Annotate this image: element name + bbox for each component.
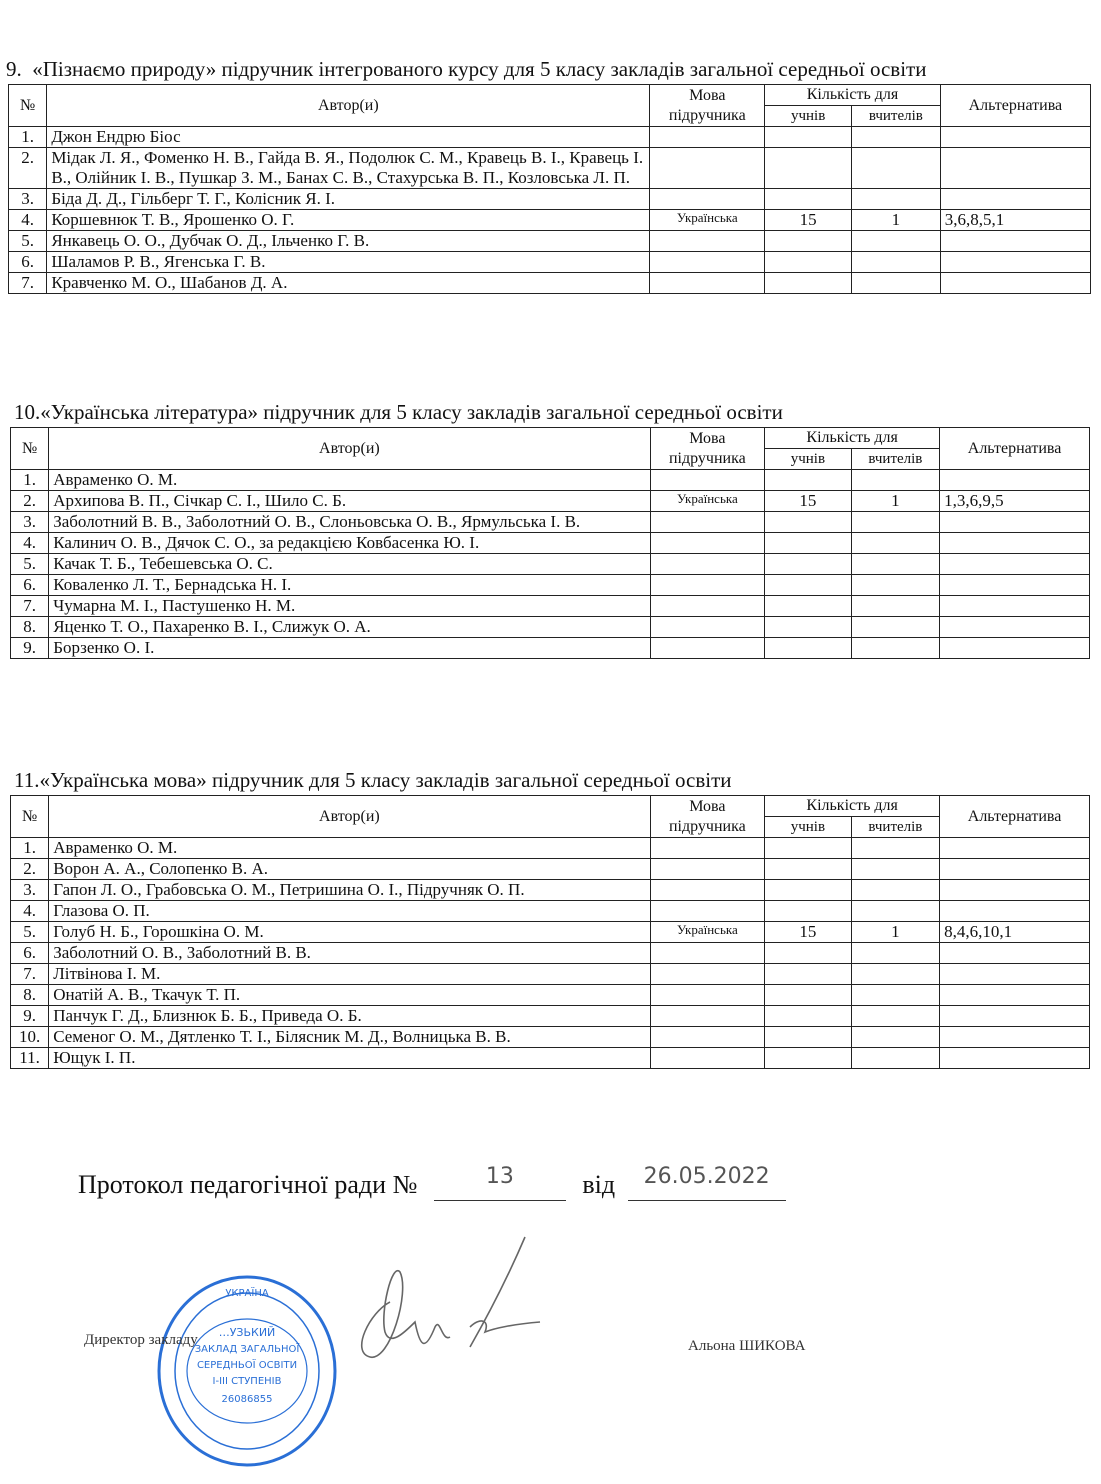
table-row [9, 231, 1091, 252]
row-number: 1. [11, 470, 49, 491]
row-author: Борзенко О. І. [49, 638, 650, 659]
row-students [765, 596, 851, 617]
row-alternative: 8,4,6,10,1 [940, 922, 1090, 943]
protocol-number: 13 [485, 1164, 514, 1189]
header-language-line1: Мова [689, 429, 726, 447]
row-author: Кравченко М. О., Шабанов Д. А. [47, 273, 650, 294]
header-teachers: вчителів [852, 106, 941, 127]
row-language [650, 1027, 765, 1048]
table-row [9, 273, 1091, 294]
row-students [765, 554, 851, 575]
row-students [765, 127, 852, 148]
section-number: 11. [14, 768, 40, 792]
header-language [650, 85, 765, 127]
protocol-date: 26.05.2022 [643, 1164, 770, 1189]
stamp-line-4: І-ІІІ СТУПЕНІВ [212, 1376, 282, 1387]
table-row [11, 838, 1090, 859]
table-row [9, 252, 1091, 273]
table-row [9, 189, 1091, 210]
row-alternative [940, 617, 1090, 638]
row-alternative [940, 575, 1090, 596]
section-9-title [6, 57, 926, 82]
row-language [650, 470, 765, 491]
header-language-line1: Мова [689, 797, 726, 815]
row-author: Янкавець О. О., Дубчак О. Д., Ільченко Г. В. [47, 231, 650, 252]
table-row [11, 1048, 1090, 1069]
header-number: № [9, 85, 47, 127]
row-teachers [852, 252, 941, 273]
table-row [11, 617, 1090, 638]
table-row [11, 985, 1090, 1006]
row-teachers [851, 575, 939, 596]
row-teachers [851, 943, 939, 964]
stamp-line-1: …УЗЬКИЙ [218, 1326, 276, 1339]
row-teachers [851, 554, 939, 575]
row-students [765, 1027, 851, 1048]
header-quantity: Кількість для [765, 796, 940, 817]
director-position: Директор закладу [84, 1332, 198, 1348]
header-language-line2: підручника [668, 817, 746, 835]
table-row [11, 1006, 1090, 1027]
header-alternative: Альтернатива [940, 796, 1090, 838]
row-students [765, 838, 851, 859]
row-number: 10. [11, 1027, 49, 1048]
row-alternative [940, 1006, 1090, 1027]
row-alternative [940, 533, 1090, 554]
table-row [11, 943, 1090, 964]
header-students: учнів [765, 449, 851, 470]
header-quantity: Кількість для [765, 85, 940, 106]
table-row [11, 901, 1090, 922]
row-alternative [940, 231, 1090, 252]
table-header-row [9, 85, 1091, 106]
row-language [650, 554, 765, 575]
row-number: 1. [9, 127, 47, 148]
row-number: 2. [9, 148, 47, 189]
row-author: Чумарна М. І., Пастушенко Н. М. [49, 596, 650, 617]
row-number: 1. [11, 838, 49, 859]
row-alternative [940, 189, 1090, 210]
row-students [765, 189, 852, 210]
row-alternative [940, 252, 1090, 273]
table-row [11, 859, 1090, 880]
header-alternative: Альтернатива [940, 428, 1090, 470]
protocol-label: Протокол педагогічної ради № [78, 1170, 418, 1199]
row-students [765, 1048, 851, 1069]
row-author: Заболотний В. В., Заболотний О. В., Слоньовська О. В., Ярмульська І. В. [49, 512, 650, 533]
row-number: 8. [11, 985, 49, 1006]
row-alternative [940, 638, 1090, 659]
row-teachers [852, 189, 941, 210]
table-row [11, 512, 1090, 533]
section-title-text: «Українська література» підручник для 5 класу закладів загальної середньої освіти [40, 400, 783, 424]
header-language-line2: підручника [668, 106, 746, 124]
row-language [650, 638, 765, 659]
row-teachers [851, 838, 939, 859]
row-alternative [940, 985, 1090, 1006]
row-teachers [851, 617, 939, 638]
row-language [650, 1006, 765, 1027]
section-title-text: «Пізнаємо природу» підручник інтегрованого курсу для 5 класу закладів загальної середньої освіти [32, 57, 927, 81]
row-students [765, 512, 851, 533]
row-alternative [940, 596, 1090, 617]
table-row [11, 880, 1090, 901]
row-teachers [851, 1048, 939, 1069]
row-alternative [940, 859, 1090, 880]
stamp-line-5: 26086855 [221, 1394, 273, 1405]
row-teachers: 1 [851, 922, 939, 943]
row-teachers [852, 231, 941, 252]
row-students [765, 533, 851, 554]
row-students [765, 148, 852, 189]
row-alternative [940, 1027, 1090, 1048]
row-alternative [940, 127, 1090, 148]
header-teachers: вчителів [851, 449, 939, 470]
table-header-row [11, 428, 1090, 449]
table-row [9, 210, 1091, 231]
row-author: Коршевнюк Т. В., Ярошенко О. Г. [47, 210, 650, 231]
header-language [650, 796, 765, 838]
row-number: 3. [11, 880, 49, 901]
protocol-number-field [434, 1164, 566, 1201]
row-language [650, 838, 765, 859]
school-stamp [155, 1274, 340, 1469]
table-header-row [11, 796, 1090, 817]
row-alternative [940, 943, 1090, 964]
row-number: 2. [11, 859, 49, 880]
row-alternative [940, 880, 1090, 901]
header-language-line1: Мова [689, 86, 726, 104]
header-quantity: Кількість для [765, 428, 940, 449]
row-alternative [940, 148, 1090, 189]
table-row [11, 1027, 1090, 1048]
row-students [765, 985, 851, 1006]
row-teachers [851, 859, 939, 880]
header-author: Автор(и) [47, 85, 650, 127]
protocol-line [78, 1164, 786, 1201]
table-row [11, 922, 1090, 943]
header-language [650, 428, 765, 470]
row-author: Гапон Л. О., Грабовська О. М., Петришина О. І., Підручняк О. П. [49, 880, 650, 901]
row-language [650, 127, 765, 148]
row-students [765, 964, 851, 985]
row-language [650, 901, 765, 922]
section-11-title [14, 768, 732, 793]
table-row [11, 638, 1090, 659]
row-author: Качак Т. Б., Тебешевська О. С. [49, 554, 650, 575]
row-number: 11. [11, 1048, 49, 1069]
row-language [650, 231, 765, 252]
row-language: Українська [650, 491, 765, 512]
row-teachers [851, 901, 939, 922]
stamp-line-3: СЕРЕДНЬОЇ ОСВІТИ [196, 1360, 298, 1371]
table-row [11, 554, 1090, 575]
row-teachers [851, 512, 939, 533]
table-row [11, 470, 1090, 491]
row-number: 8. [11, 617, 49, 638]
table-row [11, 491, 1090, 512]
row-number: 5. [9, 231, 47, 252]
table-row [11, 964, 1090, 985]
row-number: 7. [11, 596, 49, 617]
row-author: Яценко Т. О., Пахаренко В. І., Слижук О. А. [49, 617, 650, 638]
row-teachers [851, 1027, 939, 1048]
row-number: 4. [9, 210, 47, 231]
row-number: 6. [11, 575, 49, 596]
row-number: 7. [9, 273, 47, 294]
row-language [650, 252, 765, 273]
table-row [11, 533, 1090, 554]
row-author: Заболотний О. В., Заболотний В. В. [49, 943, 650, 964]
row-alternative [940, 470, 1090, 491]
row-author: Онатій А. В., Ткачук Т. П. [49, 985, 650, 1006]
protocol-date-field [628, 1164, 786, 1201]
row-teachers [851, 1006, 939, 1027]
row-teachers [851, 985, 939, 1006]
row-alternative: 1,3,6,9,5 [940, 491, 1090, 512]
row-author: Калинич О. В., Дячок С. О., за редакцією Ковбасенка Ю. І. [49, 533, 650, 554]
row-teachers: 1 [852, 210, 941, 231]
row-author: Авраменко О. М. [49, 838, 650, 859]
stamp-line-2: ЗАКЛАД ЗАГАЛЬНОЇ [194, 1344, 300, 1355]
row-author: Джон Ендрю Біос [47, 127, 650, 148]
row-number: 7. [11, 964, 49, 985]
table-row [9, 148, 1091, 189]
row-alternative [940, 273, 1090, 294]
row-teachers: 1 [851, 491, 939, 512]
row-number: 5. [11, 922, 49, 943]
row-author: Голуб Н. Б., Горошкіна О. М. [49, 922, 650, 943]
header-author: Автор(и) [49, 796, 650, 838]
row-alternative [940, 838, 1090, 859]
table-row [9, 127, 1091, 148]
row-alternative [940, 901, 1090, 922]
row-number: 4. [11, 901, 49, 922]
row-alternative [940, 1048, 1090, 1069]
row-teachers [852, 273, 941, 294]
protocol-from-label: від [582, 1170, 616, 1199]
row-language [650, 575, 765, 596]
section-10-title [14, 400, 783, 425]
row-author: Глазова О. П. [49, 901, 650, 922]
row-teachers [852, 148, 941, 189]
row-language [650, 880, 765, 901]
row-students [765, 1006, 851, 1027]
row-teachers [851, 596, 939, 617]
row-teachers [851, 880, 939, 901]
row-language [650, 273, 765, 294]
row-students: 15 [765, 491, 851, 512]
section-10-table [10, 427, 1090, 659]
row-students: 15 [765, 922, 851, 943]
row-language [650, 985, 765, 1006]
header-alternative: Альтернатива [940, 85, 1090, 127]
row-author: Семеног О. М., Дятленко Т. І., Білясник М. Д., Волницька В. В. [49, 1027, 650, 1048]
row-author: Архипова В. П., Січкар С. І., Шило С. Б. [49, 491, 650, 512]
section-9-table [8, 84, 1091, 294]
row-language [650, 859, 765, 880]
row-teachers [851, 638, 939, 659]
row-students [765, 470, 851, 491]
row-students [765, 231, 852, 252]
row-students [765, 575, 851, 596]
row-students [765, 943, 851, 964]
section-number: 10. [14, 400, 41, 424]
row-students [765, 880, 851, 901]
row-teachers [851, 533, 939, 554]
row-language [650, 533, 765, 554]
row-language: Українська [650, 922, 765, 943]
row-number: 6. [11, 943, 49, 964]
table-row [11, 596, 1090, 617]
stamp-ring-text: УКРАЇНА [225, 1288, 269, 1299]
row-author: Літвінова І. М. [49, 964, 650, 985]
row-number: 2. [11, 491, 49, 512]
header-number: № [11, 428, 49, 470]
row-author: Панчук Г. Д., Близнюк Б. Б., Приведа О. Б. [49, 1006, 650, 1027]
row-author: Авраменко О. М. [49, 470, 650, 491]
header-language-line2: підручника [668, 449, 746, 467]
row-number: 9. [11, 638, 49, 659]
row-language [650, 189, 765, 210]
row-language [650, 943, 765, 964]
row-teachers [851, 470, 939, 491]
director-name: Альона ШИКОВА [688, 1338, 806, 1354]
row-alternative [940, 554, 1090, 575]
row-students [765, 901, 851, 922]
row-number: 5. [11, 554, 49, 575]
header-author: Автор(и) [49, 428, 650, 470]
row-author: Ющук І. П. [49, 1048, 650, 1069]
director-signature [330, 1232, 550, 1372]
row-students [765, 859, 851, 880]
row-author: Мідак Л. Я., Фоменко Н. В., Гайда В. Я., Подолюк С. М., Кравець В. І., Кравець І. В., Олійник І. В., Пушкар З. М., Банах С. В., Стахурська В. П., Козловська Л. П. [47, 148, 650, 189]
row-author: Біда Д. Д., Гільберг Т. Г., Колісник Я. І. [47, 189, 650, 210]
row-language [650, 596, 765, 617]
row-author: Ворон А. А., Солопенко В. А. [49, 859, 650, 880]
row-teachers [852, 127, 941, 148]
section-title-text: «Українська мова» підручник для 5 класу закладів загальної середньої освіти [39, 768, 732, 792]
row-language [650, 617, 765, 638]
section-number: 9. [6, 57, 22, 81]
row-number: 3. [9, 189, 47, 210]
header-students: учнів [765, 106, 852, 127]
row-language: Українська [650, 210, 765, 231]
row-language [650, 148, 765, 189]
row-students [765, 273, 852, 294]
row-author: Шаламов Р. В., Ягенська Г. В. [47, 252, 650, 273]
row-students [765, 638, 851, 659]
row-students [765, 617, 851, 638]
row-number: 4. [11, 533, 49, 554]
section-11-table [10, 795, 1090, 1069]
row-author: Коваленко Л. Т., Бернадська Н. І. [49, 575, 650, 596]
row-language [650, 512, 765, 533]
row-number: 6. [9, 252, 47, 273]
header-students: учнів [765, 817, 851, 838]
row-language [650, 1048, 765, 1069]
table-row [11, 575, 1090, 596]
row-number: 9. [11, 1006, 49, 1027]
header-teachers: вчителів [851, 817, 939, 838]
row-number: 3. [11, 512, 49, 533]
row-students [765, 252, 852, 273]
row-alternative [940, 512, 1090, 533]
row-students: 15 [765, 210, 852, 231]
row-alternative: 3,6,8,5,1 [940, 210, 1090, 231]
row-alternative [940, 964, 1090, 985]
header-number: № [11, 796, 49, 838]
row-teachers [851, 964, 939, 985]
row-language [650, 964, 765, 985]
